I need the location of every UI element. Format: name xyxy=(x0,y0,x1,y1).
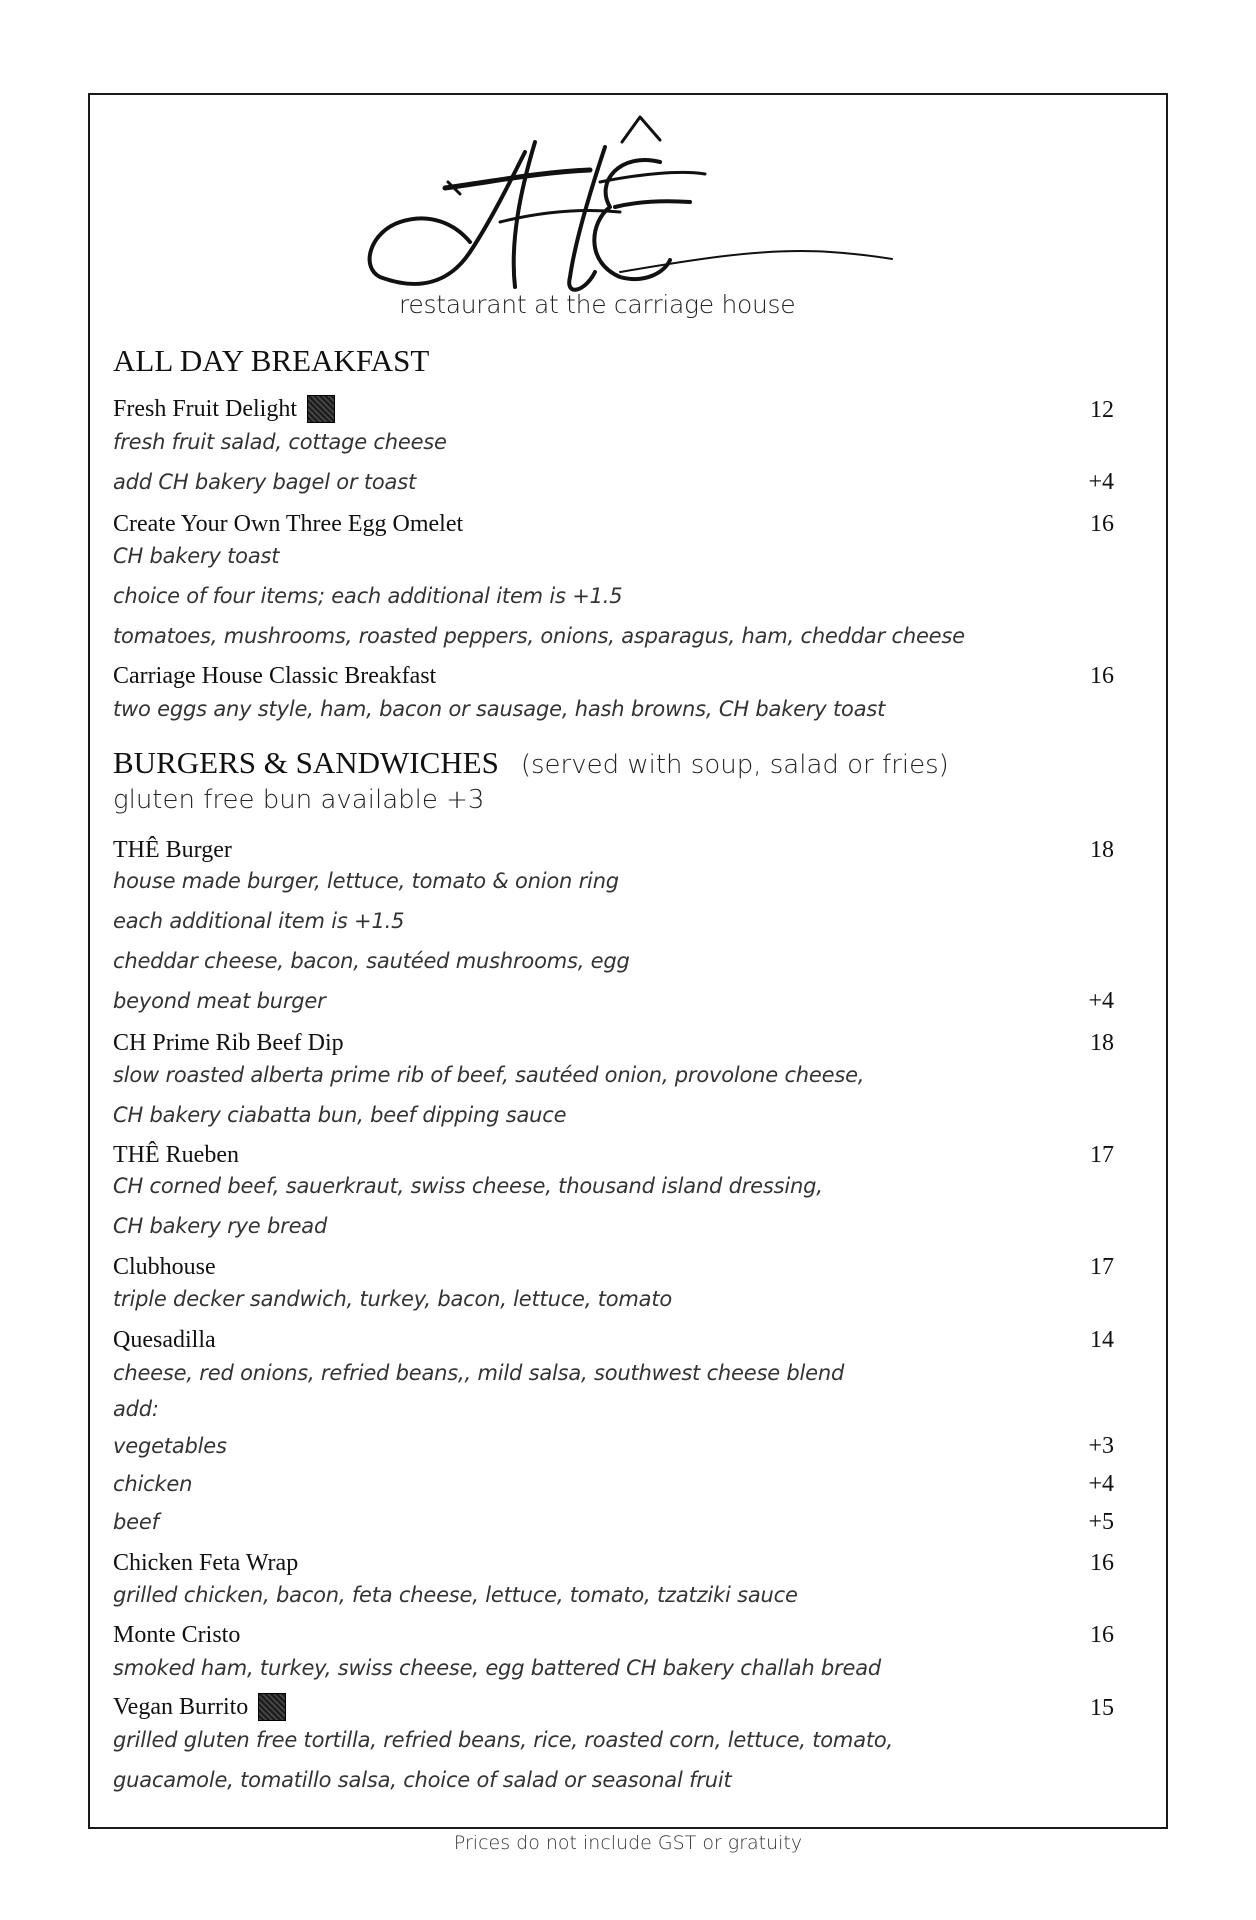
item-description: choice of four items; each additional item is +1.5 xyxy=(113,584,623,608)
item-name-text: Vegan Burrito xyxy=(113,1693,249,1720)
item-description: guacamole, tomatillo salsa, choice of salad or seasonal fruit xyxy=(113,1768,732,1792)
item-name: Quesadilla xyxy=(113,1327,216,1353)
item-name: THÊ Burger xyxy=(113,837,232,863)
item-price: 14 xyxy=(1090,1327,1114,1353)
addon-price: +3 xyxy=(1088,1433,1114,1459)
item-name: Chicken Feta Wrap xyxy=(113,1550,299,1576)
item-description: CH corned beef, sauerkraut, swiss cheese, thousand island dressing, xyxy=(113,1174,823,1198)
item-name xyxy=(113,395,335,423)
item-addon: vegetables xyxy=(113,1434,227,1458)
item-description: fresh fruit salad, cottage cheese xyxy=(113,430,447,454)
item-name xyxy=(113,1693,286,1721)
item-price: 16 xyxy=(1090,1622,1114,1648)
item-price: 15 xyxy=(1090,1695,1114,1721)
item-name: Monte Cristo xyxy=(113,1622,241,1648)
section-subtitle: gluten free bun available +3 xyxy=(113,785,485,815)
item-name: Clubhouse xyxy=(113,1254,216,1280)
addon-price: +4 xyxy=(1088,988,1114,1014)
item-price: 17 xyxy=(1090,1254,1114,1280)
section-title-breakfast: ALL DAY BREAKFAST xyxy=(113,343,430,378)
item-description: two eggs any style, ham, bacon or sausage, hash browns, CH bakery toast xyxy=(113,697,886,721)
item-addon: beef xyxy=(113,1510,159,1534)
item-addon: add CH bakery bagel or toast xyxy=(113,470,416,494)
item-addon: chicken xyxy=(113,1472,193,1496)
vegan-icon xyxy=(307,395,335,423)
addon-price: +5 xyxy=(1088,1509,1114,1535)
item-name: Create Your Own Three Egg Omelet xyxy=(113,511,464,537)
item-price: 12 xyxy=(1090,397,1114,423)
item-description: grilled chicken, bacon, feta cheese, lettuce, tomato, tzatziki sauce xyxy=(113,1583,798,1607)
item-addon: beyond meat burger xyxy=(113,989,326,1013)
item-description: CH bakery rye bread xyxy=(113,1214,328,1238)
item-price: 16 xyxy=(1090,511,1114,537)
vegan-icon xyxy=(258,1693,286,1721)
item-name: CH Prime Rib Beef Dip xyxy=(113,1030,344,1056)
item-add-label: add: xyxy=(113,1397,159,1421)
item-name-text: Fresh Fruit Delight xyxy=(113,395,297,422)
price-disclaimer: Prices do not include GST or gratuity xyxy=(453,1832,803,1854)
item-description: triple decker sandwich, turkey, bacon, lettuce, tomato xyxy=(113,1287,673,1311)
item-description: cheese, red onions, refried beans,, mild salsa, southwest cheese blend xyxy=(113,1361,845,1385)
item-description: smoked ham, turkey, swiss cheese, egg battered CH bakery challah bread xyxy=(113,1656,882,1680)
item-price: 16 xyxy=(1090,1550,1114,1576)
item-description: grilled gluten free tortilla, refried beans, rice, roasted corn, lettuce, tomato, xyxy=(113,1728,894,1752)
item-description: slow roasted alberta prime rib of beef, sautéed onion, provolone cheese, xyxy=(113,1063,865,1087)
item-price: 18 xyxy=(1090,837,1114,863)
item-description: house made burger, lettuce, tomato & onion ring xyxy=(113,869,619,893)
item-price: 18 xyxy=(1090,1030,1114,1056)
item-name: Carriage House Classic Breakfast xyxy=(113,663,437,689)
item-description: tomatoes, mushrooms, roasted peppers, onions, asparagus, ham, cheddar cheese xyxy=(113,624,965,648)
item-name: THÊ Rueben xyxy=(113,1142,239,1168)
addon-price: +4 xyxy=(1088,469,1114,495)
item-price: 17 xyxy=(1090,1142,1114,1168)
addon-price: +4 xyxy=(1088,1471,1114,1497)
item-description: each additional item is +1.5 xyxy=(113,909,405,933)
tagline: restaurant at the carriage house xyxy=(399,290,796,319)
item-description: CH bakery toast xyxy=(113,544,280,568)
section-title-burgers xyxy=(113,745,949,781)
item-description: CH bakery ciabatta bun, beef dipping sauce xyxy=(113,1103,567,1127)
item-price: 16 xyxy=(1090,663,1114,689)
section-note: (served with soup, salad or fries) xyxy=(520,750,949,780)
item-description: cheddar cheese, bacon, sautéed mushrooms, egg xyxy=(113,949,630,973)
section-title-text: BURGERS & SANDWICHES xyxy=(113,745,499,780)
